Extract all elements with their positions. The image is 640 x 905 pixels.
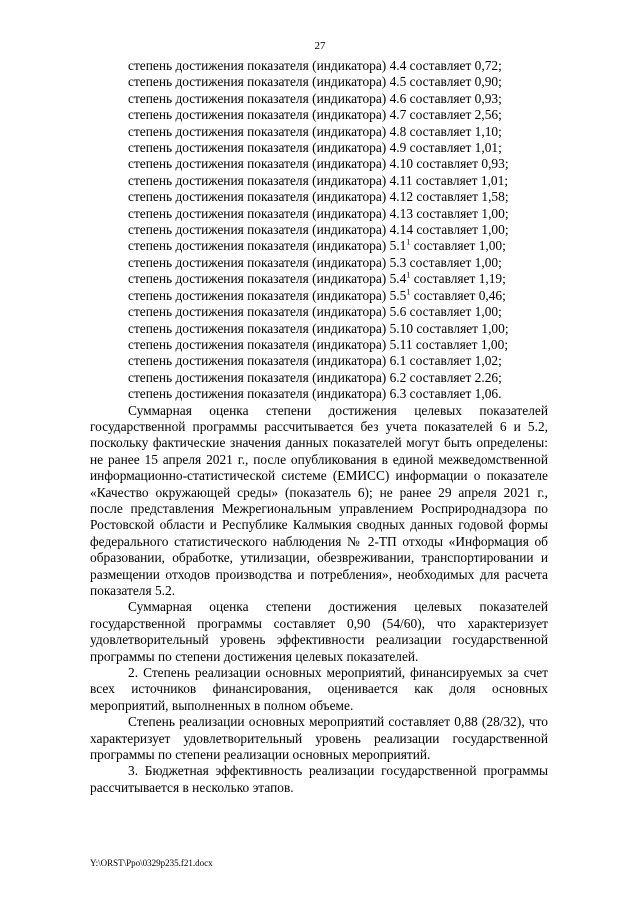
footnote-marker: 1 [406, 238, 411, 247]
indicator-line-text: степень достижения показателя (индикатора) 5.5 [128, 287, 407, 303]
paragraph-list [90, 403, 548, 797]
file-path-footer: Y:\ORST\Ppo\0329p235.f21.docx [90, 858, 213, 868]
indicator-line: степень достижения показателя (индикатора) 5.3 составляет 1,00; [128, 254, 502, 270]
indicator-line-text: степень достижения показателя (индикатора) 5.4 [128, 271, 407, 287]
indicator-line [90, 288, 548, 304]
indicator-line-value: составляет 1,19; [410, 271, 506, 287]
indicator-line-text: степень достижения показателя (индикатора) 5.1 [128, 238, 407, 254]
indicator-line: степень достижения показателя (индикатора) 4.12 составляет 1,58; [128, 189, 509, 205]
footnote-marker: 1 [406, 270, 411, 280]
body-paragraph: 3. Бюджетная эффективность реализации государственной программы рассчитывается в несколько этапов. [90, 763, 548, 795]
indicator-line [90, 271, 548, 287]
indicator-line: степень достижения показателя (индикатора) 4.6 составляет 0,93; [128, 90, 502, 106]
indicator-line: степень достижения показателя (индикатора) 5.10 составляет 1,00; [128, 320, 509, 336]
indicator-line: степень достижения показателя (индикатора) 4.11 составляет 1,01; [128, 172, 509, 188]
indicator-line: степень достижения показателя (индикатора) 5.11 составляет 1,00; [128, 336, 509, 352]
indicator-list [90, 58, 548, 403]
indicator-line: степень достижения показателя (индикатора) 6.1 составляет 1,02; [128, 353, 502, 369]
page-number: 27 [314, 40, 326, 52]
indicator-line: степень достижения показателя (индикатора) 4.13 составляет 1,00; [128, 205, 509, 221]
indicator-line-value: составляет 1,00; [410, 238, 506, 254]
indicator-line-value: составляет 0,46; [410, 287, 506, 303]
indicator-line: степень достижения показателя (индикатора) 4.14 составляет 1,00; [128, 222, 509, 238]
indicator-line: степень достижения показателя (индикатора) 6.2 составляет 2.26; [128, 369, 502, 385]
body-paragraph: Суммарная оценка степени достижения целевых показателей государственной программы составляет 0,90 (54/60), что характеризует удовлетворительный уровень эффективности реализации государственной программы по степени достижения целевых показателей. [90, 599, 548, 664]
body-paragraph: Степень реализации основных мероприятий составляет 0,88 (28/32), что характеризует удовлетворительный уровень реализации государственной программы по степени реализации основных мероприятий. [90, 714, 548, 763]
indicator-line: степень достижения показателя (индикатора) 6.3 составляет 1,06. [128, 386, 502, 402]
body-paragraph: Суммарная оценка степени достижения целевых показателей государственной программы рассчитывается без учета показателей 6 и 5.2, поскольку фактические значения данных показателей могут быть определены: не ранее 15 апреля 2021 г., после опубликования в единой межведомственной информационно-статистической системе (ЕМИСС) информации о показателе «Качество окружающей среды» (показатель 6); не ранее 29 апреля 2021 г., после представления Межрегиональным управлением Росприроднадзора по Ростовской области и Республике Калмыкия сводных данных годовой формы федерального статистического наблюдения № 2-ТП отходы «Информация об образовании, обработке, утилизации, обезвреживании, транспортировании и размещении отходов производства и потребления», необходимых для расчета показателя 5.2. [90, 402, 548, 598]
indicator-line: степень достижения показателя (индикатора) 4.9 составляет 1,01; [128, 140, 502, 156]
document-body [90, 58, 548, 796]
indicator-line: степень достижения показателя (индикатора) 4.5 составляет 0,90; [128, 74, 502, 90]
indicator-line [90, 238, 548, 254]
indicator-line: степень достижения показателя (индикатора) 4.8 составляет 1,10; [128, 123, 502, 139]
indicator-line: степень достижения показателя (индикатора) 4.4 составляет 0,72; [128, 58, 502, 73]
footnote-marker: 1 [406, 287, 411, 297]
indicator-line: степень достижения показателя (индикатора) 4.10 составляет 0,93; [128, 156, 509, 172]
body-paragraph: 2. Степень реализации основных мероприятий, финансируемых за счет всех источников финансирования, оценивается как доля основных мероприятий, выполненных в полном объеме. [90, 665, 548, 713]
indicator-line: степень достижения показателя (индикатора) 4.7 составляет 2,56; [128, 107, 502, 123]
indicator-line: степень достижения показателя (индикатора) 5.6 составляет 1,00; [128, 304, 502, 320]
